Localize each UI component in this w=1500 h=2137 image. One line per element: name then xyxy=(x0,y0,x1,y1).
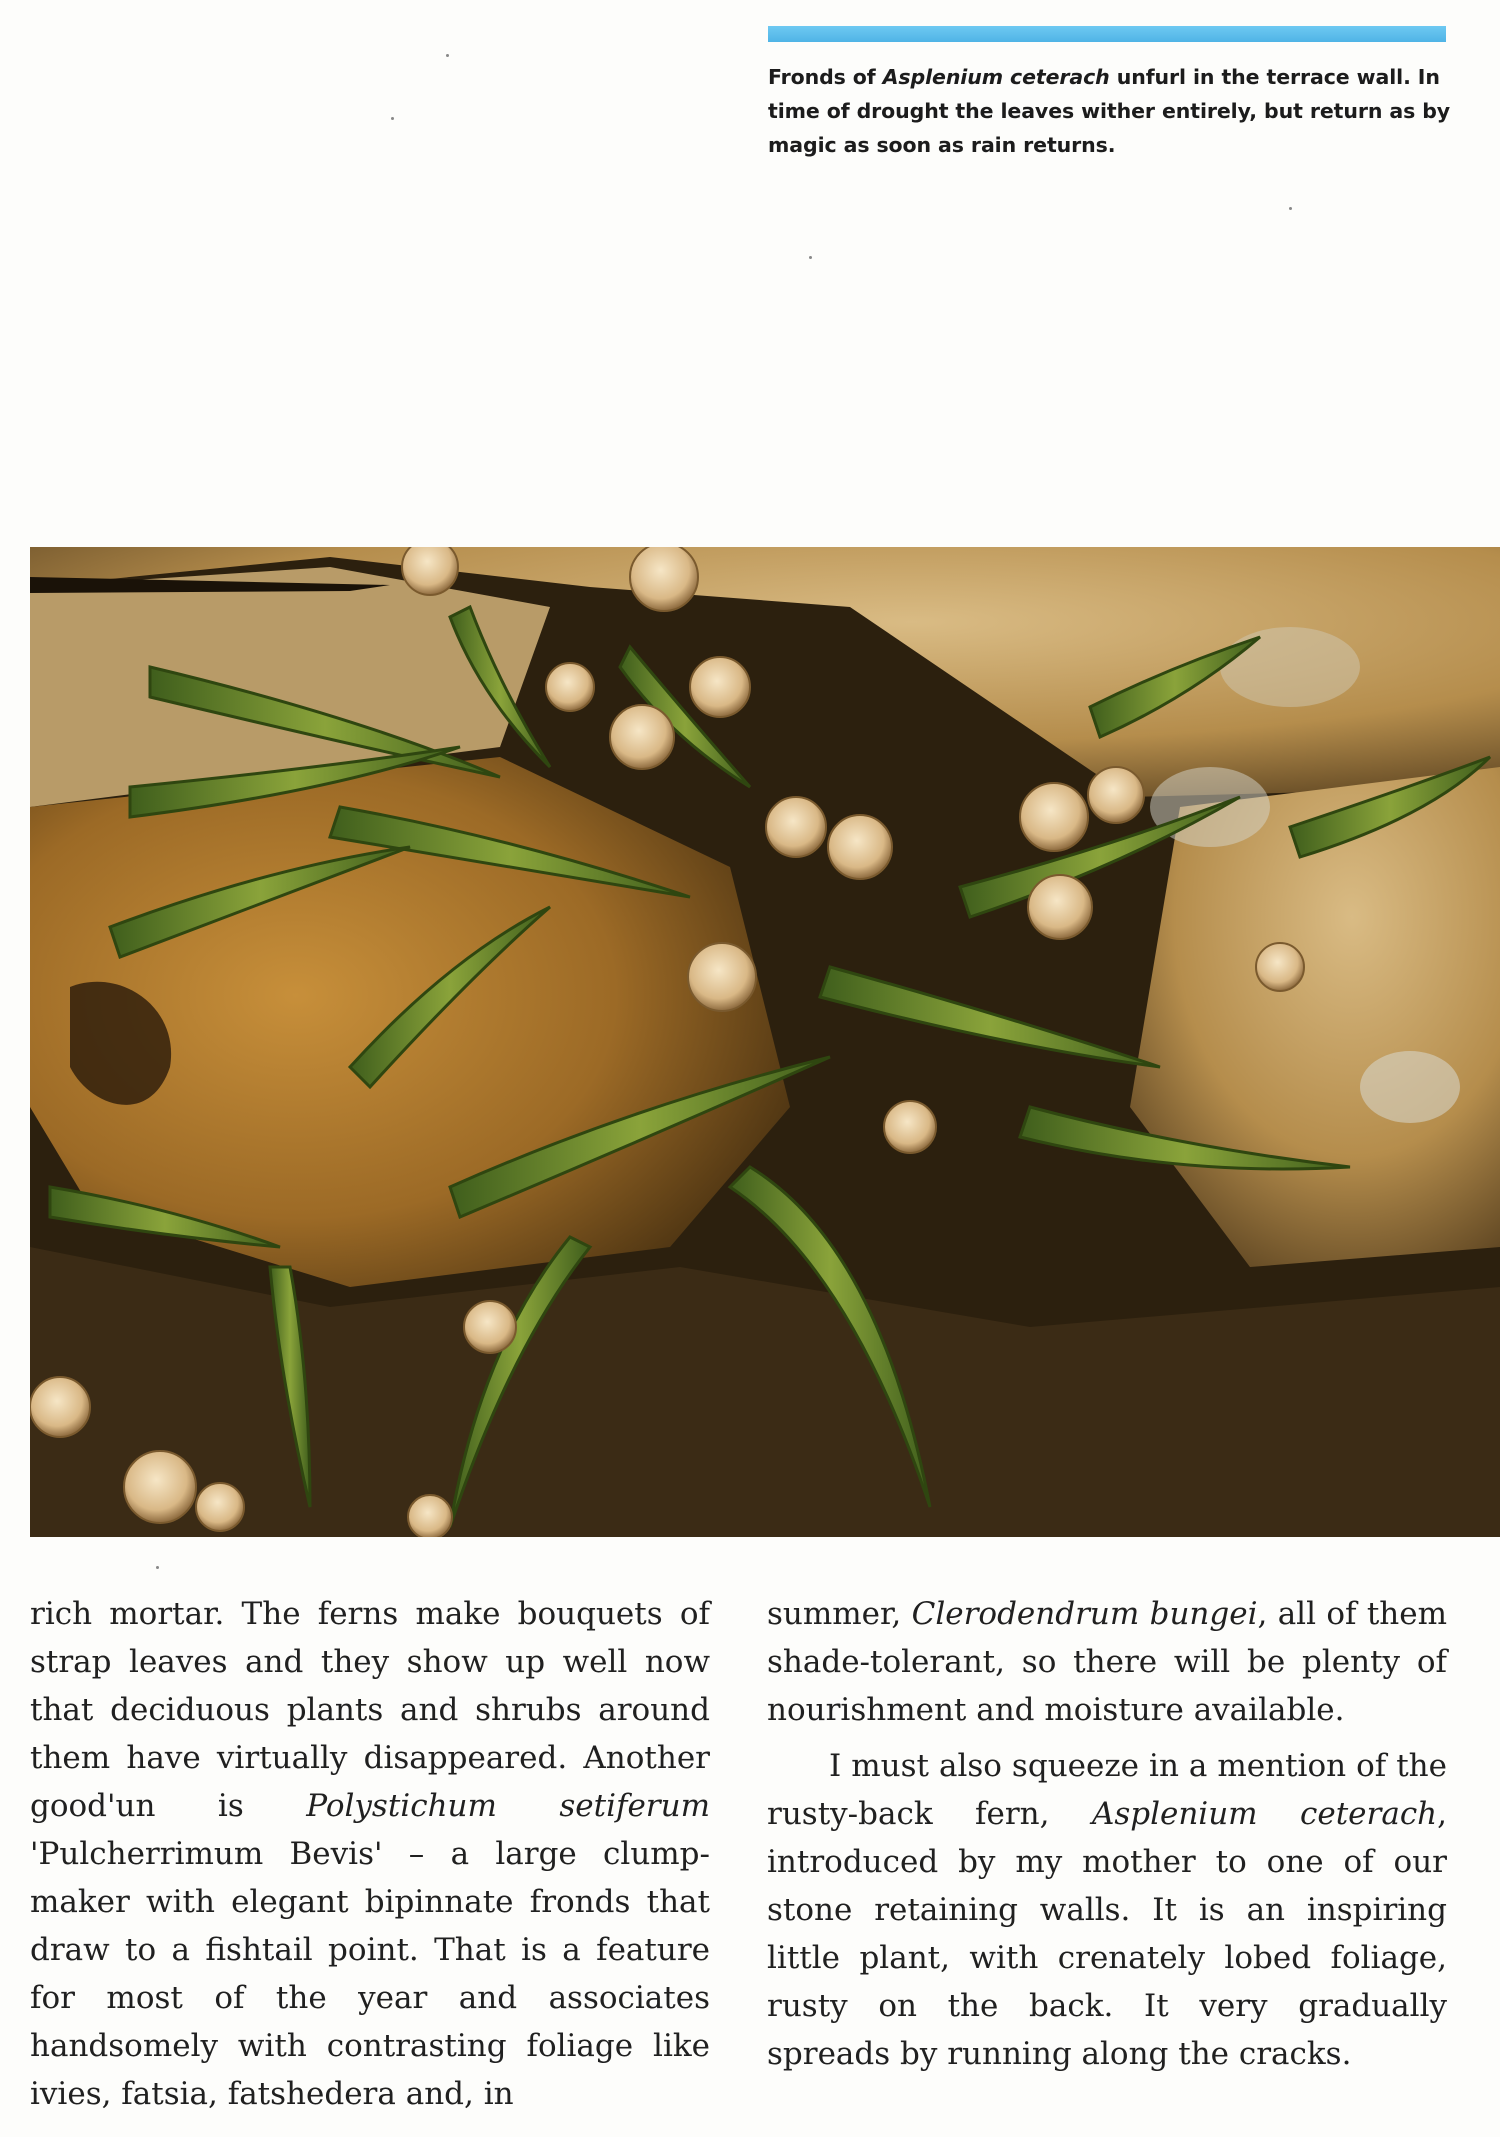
caption-rule xyxy=(768,26,1446,42)
speck xyxy=(809,256,812,259)
text-span: , all of them shade-tolerant, so there will be plenty of nourishment and moisture available. xyxy=(767,1596,1448,1728)
photo-caption xyxy=(768,60,1458,162)
species-name: Clerodendrum bungei xyxy=(911,1596,1258,1632)
text-span: summer, xyxy=(767,1596,912,1632)
caption-text-1: Fronds of xyxy=(768,65,883,89)
body-column-left xyxy=(30,1590,710,2118)
text-span: I must also squeeze in a mention of the rusty-back fern, xyxy=(767,1748,1447,1832)
speck xyxy=(446,54,449,57)
fern-illustration xyxy=(30,547,1500,1537)
caption-text-2: unfurl in the terrace wall. In time of drought the leaves wither entirely, but return as by magic as soon as rain returns. xyxy=(768,65,1451,157)
species-name: Polystichum setiferum xyxy=(306,1788,710,1824)
text-span: , introduced by my mother to one of our stone retaining walls. It is an inspiring little plant, with crenately lobed foliage, rusty on the back. It very gradually spreads by running along the cracks. xyxy=(767,1796,1448,2072)
speck xyxy=(391,117,394,120)
fern-photo xyxy=(30,547,1500,1537)
text-span: rich mortar. The ferns make bouquets of strap leaves and they show up well now that deciduous plants and shrubs around them have virtually disappeared. Another good'un is xyxy=(30,1596,710,1824)
paragraph xyxy=(30,1590,710,2118)
speck xyxy=(1289,207,1292,210)
text-span: 'Pulcherrimum Bevis' – a large clump-maker with elegant bipinnate fronds that draw to a fishtail point. That is a feature for most of the year and associates handsomely with contrasting foliage like ivies, fatsia, fatshedera and, in xyxy=(30,1836,710,2112)
body-column-right xyxy=(767,1590,1447,2078)
paragraph xyxy=(767,1590,1447,1734)
caption-species: Asplenium ceterach xyxy=(882,65,1110,89)
speck xyxy=(156,1566,159,1569)
species-name: Asplenium ceterach xyxy=(1091,1796,1438,1832)
paragraph xyxy=(767,1742,1447,2078)
